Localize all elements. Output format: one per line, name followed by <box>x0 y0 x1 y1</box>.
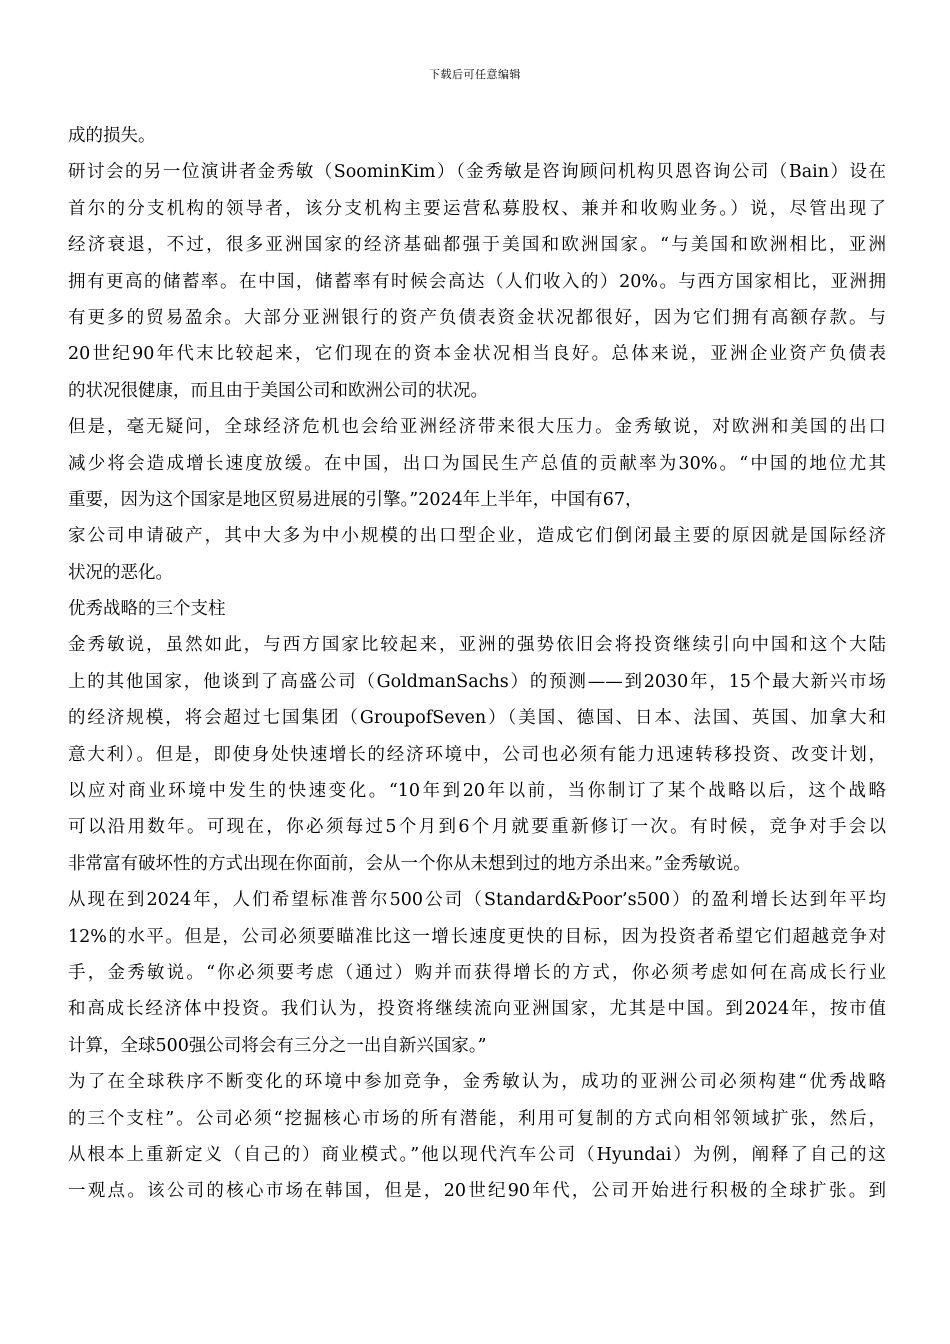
text-line: 金秀敏说，虽然如此，与西方国家比较起来，亚洲的强势依旧会将投资继续引向中国和这个大陆 <box>68 635 886 656</box>
text-line: 经济衰退，不过，很多亚洲国家的经济基础都强于美国和欧洲国家。“与美国和欧洲相比，亚洲 <box>68 235 886 256</box>
text-line: 状况的恶化。 <box>68 562 173 583</box>
text-line: 计算，全球500强公司将会有三分之一出自新兴国家。” <box>68 1035 487 1056</box>
text-line: 从现在到2024年，人们希望标准普尔500公司（Standard&Poor’s500）的盈利增长达到年平均 <box>68 890 886 911</box>
text-line: 但是，毫无疑问，全球经济危机也会给亚洲经济带来很大压力。金秀敏说，对欧洲和美国的出口 <box>68 417 886 438</box>
text-line: 成的损失。 <box>68 126 156 146</box>
text-line: 可以沿用数年。可现在，你必须每过5个月到6个月就要重新修订一次。有时候，竞争对手会以 <box>68 817 886 838</box>
text-line: 意大利）。但是，即使身处快速增长的经济环境中，公司也必须有能力迅速转移投资、改变计划， <box>68 744 886 765</box>
text-line: 和高成长经济体中投资。我们认为，投资将继续流向亚洲国家，尤其是中国。到2024年，按市值 <box>68 999 886 1020</box>
text-line: 上的其他国家，他谈到了高盛公司（GoldmanSachs）的预测——到2030年，15个最大新兴市场 <box>68 671 886 692</box>
text-line: 以应对商业环境中发生的快速变化。“10年到20年以前，当你制订了某个战略以后，这个战略 <box>68 781 886 802</box>
page-header: 下载后可任意编辑 <box>429 68 521 81</box>
text-line: 非常富有破坏性的方式出现在你面前，会从一个你从未想到过的地方杀出来。”金秀敏说。 <box>68 853 751 874</box>
document-body <box>68 118 886 1210</box>
text-line: 优秀战略的三个支柱 <box>68 599 226 620</box>
text-line: 一观点。该公司的核心市场在韩国，但是，20世纪90年代，公司开始进行积极的全球扩张。到 <box>68 1181 886 1202</box>
text-line: 为了在全球秩序不断变化的环境中参加竞争，金秀敏认为，成功的亚洲公司必须构建“优秀战略 <box>68 1072 886 1093</box>
text-line: 的经济规模，将会超过七国集团（GroupofSeven）（美国、德国、日本、法国、英国、加拿大和 <box>68 708 886 729</box>
text-line: 从根本上重新定义（自己的）商业模式。”他以现代汽车公司（Hyundai）为例，阐释了自己的这 <box>68 1144 886 1165</box>
text-line: 研讨会的另一位演讲者金秀敏（SoominKim）（金秀敏是咨询顾问机构贝恩咨询公司（Bain）设在 <box>68 162 886 183</box>
text-line: 的状况很健康，而且由于美国公司和欧洲公司的状况。 <box>68 380 488 401</box>
text-line: 重要，因为这个国家是地区贸易进展的引擎。”2024年上半年，中国有67， <box>68 489 643 510</box>
text-line: 家公司申请破产，其中大多为中小规模的出口型企业，造成它们倒闭最主要的原因就是国际经济 <box>68 526 886 547</box>
text-line: 的三个支柱”。公司必须“挖掘核心市场的所有潜能，利用可复制的方式向相邻领域扩张，然后， <box>68 1108 886 1129</box>
text-line: 首尔的分支机构的领导者，该分支机构主要运营私募股权、兼并和收购业务。）说，尽管出现了 <box>68 198 886 219</box>
text-line: 12%的水平。但是，公司必须要瞄准比这一增长速度更快的目标，因为投资者希望它们超越竞争对 <box>68 926 886 947</box>
text-line: 有更多的贸易盈余。大部分亚洲银行的资产负债表资金状况都很好，因为它们拥有高额存款。与 <box>68 307 886 328</box>
text-line: 减少将会造成增长速度放缓。在中国，出口为国民生产总值的贡献率为30%。“中国的地位尤其 <box>68 453 886 474</box>
text-line: 20世纪90年代末比较起来，它们现在的资本金状况相当良好。总体来说，亚洲企业资产负债表 <box>68 344 886 365</box>
text-line: 手，金秀敏说。“你必须要考虑（通过）购并而获得增长的方式，你必须考虑如何在高成长行业 <box>68 962 886 983</box>
text-line: 拥有更高的储蓄率。在中国，储蓄率有时候会高达（人们收入的）20%。与西方国家相比，亚洲拥 <box>68 271 886 292</box>
